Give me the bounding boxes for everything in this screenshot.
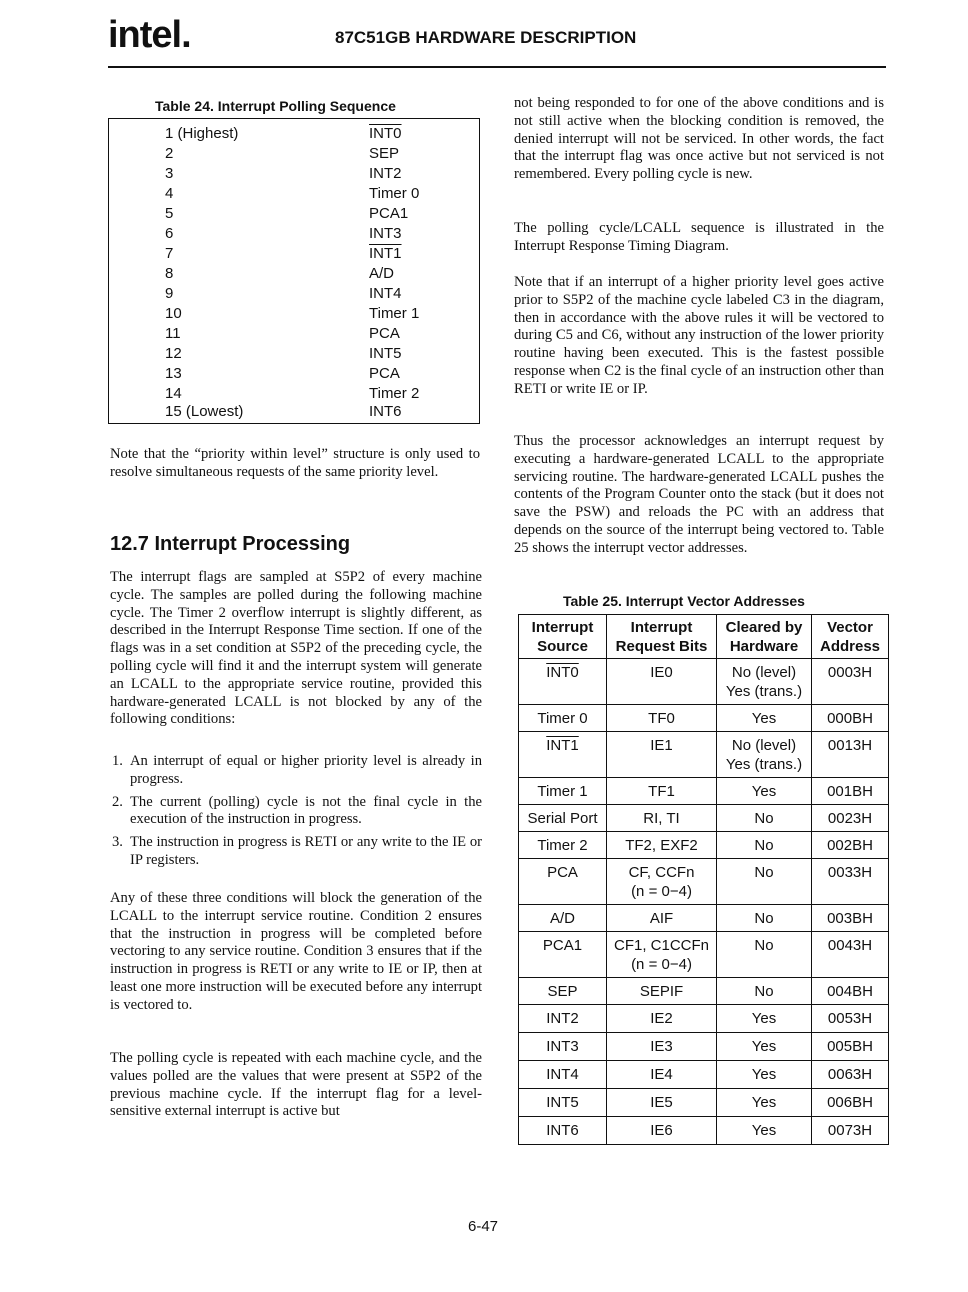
table-header-row [519,615,889,659]
table-row: PCA CF, CCFn (n = 0−4) No 0033H [519,859,889,905]
table-row: INT0 IE0 No (level) Yes (trans.) 0003H [519,659,889,705]
table-row [109,345,479,365]
body-paragraph: Any of these three conditions will block the generation of the LCALL to the interrupt service routine. Condition 2 ensures that the instruction in progress will be completed before vectoring to any service routine. Condition 3 ensures that if the instruction in progress is RETI or any write to IE or IP, then at least one more instruction will be executed before any interrupt is vectored to. [110,890,482,1013]
list-text: The instruction in progress is RETI or any write to the IE or IP registers. [130,834,482,868]
body-paragraph: The polling cycle is repeated with each machine cycle, and the values polled are the values that were present at S5P2 of the previous machine cycle. If the interrupt flag for a level-sensitive external interrupt is active but [110,1050,482,1120]
column-header: Cleared by Hardware [717,615,812,659]
table-row: A/D AIF No 003BH [519,905,889,932]
table-row [109,205,479,225]
column-header: Interrupt Request Bits [607,615,717,659]
list-text: An interrupt of equal or higher priority level is already in progress. [130,753,482,787]
interrupt-source: Timer 0 [369,185,420,202]
priority-level: 3 [165,165,174,182]
priority-note-paragraph: Note that the “priority within level” structure is only used to resolve simultaneous requests of the same priority level. [110,446,480,480]
interrupt-source: INT1 [369,245,402,262]
intel-logo: intel. [108,14,191,56]
priority-level: 4 [165,185,174,202]
body-paragraph: not being responded to for one of the above conditions and is not still active when the blocking condition is removed, the denied interrupt will not be serviced. In other words, the fact that the interrupt flag was once active but not serviced is not remembered. Every polling cycle is new. [514,95,884,183]
interrupt-source: Timer 1 [369,305,420,322]
priority-level: 6 [165,225,174,242]
list-item [112,794,482,830]
list-item [112,834,482,870]
table-row: INT6 IE6 Yes 0073H [519,1117,889,1145]
priority-level: 9 [165,285,174,302]
interrupt-source: PCA [369,325,400,342]
table-row: Serial Port RI, TI No 0023H [519,805,889,832]
interrupt-source: INT2 [369,165,402,182]
table-row: Timer 2 TF2, EXF2 No 002BH [519,832,889,859]
body-paragraph: Note that if an interrupt of a higher priority level goes active prior to S5P2 of the machine cycle labeled C3 in the diagram, then in accordance with the above rules it will be vectored to during C5 and C6, without any instruction of the lower priority routine having been executed. This is the fastest possible response when C2 is the final cycle of an instruction other than RETI or write IE or IP. [514,274,884,397]
table-25-caption: Table 25. Interrupt Vector Addresses [563,593,805,609]
list-text: The current (polling) cycle is not the final cycle in the execution of the instruction in progress. [130,793,482,828]
table-row [109,185,479,205]
document-title: 87C51GB HARDWARE DESCRIPTION [335,28,637,47]
list-item [112,753,482,789]
interrupt-source: INT5 [369,345,402,362]
priority-level: 5 [165,205,174,222]
priority-level: 2 [165,145,174,162]
list-number: 2. [112,793,123,810]
table-row: INT5 IE5 Yes 006BH [519,1089,889,1117]
table-row [109,265,479,285]
section-heading: 12.7 Interrupt Processing [110,533,351,555]
table-row [109,385,479,405]
priority-level: 12 [165,345,182,362]
column-header: Vector Address [812,615,889,659]
interrupt-source: INT6 [369,403,402,420]
interrupt-source: INT0 [369,125,402,142]
priority-level: 15 (Lowest) [165,403,244,420]
table-row: INT4 IE4 Yes 0063H [519,1061,889,1089]
table-row [109,325,479,345]
body-paragraph: The polling cycle/LCALL sequence is illustrated in the Interrupt Response Timing Diagram. [514,220,884,254]
interrupt-source: PCA [369,365,400,382]
table-row [109,305,479,325]
interrupt-vector-table [518,614,889,1145]
blocking-conditions-list [112,753,482,870]
table-row: Timer 1 TF1 Yes 001BH [519,778,889,805]
interrupt-polling-table [108,118,480,424]
table-row [109,225,479,245]
table-row [109,125,479,145]
table-24-caption: Table 24. Interrupt Polling Sequence [155,98,396,114]
priority-level: 7 [165,245,174,262]
list-number: 1. [112,753,123,769]
list-number: 3. [112,834,123,851]
interrupt-source: PCA1 [369,205,409,222]
table-row: SEP SEPIF No 004BH [519,978,889,1005]
table-row: INT2 IE2 Yes 0053H [519,1005,889,1033]
priority-level: 13 [165,365,182,382]
priority-level: 14 [165,385,182,402]
interrupt-source: INT3 [369,225,402,242]
page-number: 6-47 [468,1218,499,1235]
table-row [109,285,479,305]
interrupt-source: INT4 [369,285,402,302]
priority-level: 1 (Highest) [165,125,239,142]
priority-level: 8 [165,265,174,282]
table-row [109,245,479,265]
table-row: Timer 0 TF0 Yes 000BH [519,705,889,732]
priority-level: 10 [165,305,182,322]
table-row [109,365,479,385]
interrupt-source: Timer 2 [369,385,420,402]
interrupt-source: A/D [369,265,395,282]
header-divider [108,66,886,68]
priority-level: 11 [165,325,181,342]
table-row [109,145,479,165]
table-row [109,165,479,185]
table-row: INT1 IE1 No (level) Yes (trans.) 0013H [519,732,889,778]
column-header: Interrupt Source [519,615,607,659]
body-paragraph: Thus the processor acknowledges an interrupt request by executing a hardware-generated LCALL to the appropriate servicing routine. The hardware-generated LCALL pushes the contents of the Program Counter onto the stack (but it does not save the PSW) and reloads the PC with an address that depends on the source of the interrupt being vectored to. Table 25 shows the interrupt vector addresses. [514,433,884,556]
table-row: INT3 IE3 Yes 005BH [519,1033,889,1061]
table-row [109,403,479,423]
table-row: PCA1 CF1, C1CCFn (n = 0−4) No 0043H [519,932,889,978]
interrupt-source: SEP [369,145,400,162]
body-paragraph: The interrupt flags are sampled at S5P2 of every machine cycle. The samples are polled during the following machine cycle. The Timer 2 overflow interrupt is slightly different, as described in the Interrupt Response Time section. If one of the flags was in a set condition at S5P2 of the preceding cycle, the polling cycle will find it and the interrupt system will generate an LCALL to the appropriate service routine, provided this hardware-generated LCALL is not blocked by any of the following conditions: [110,569,482,728]
